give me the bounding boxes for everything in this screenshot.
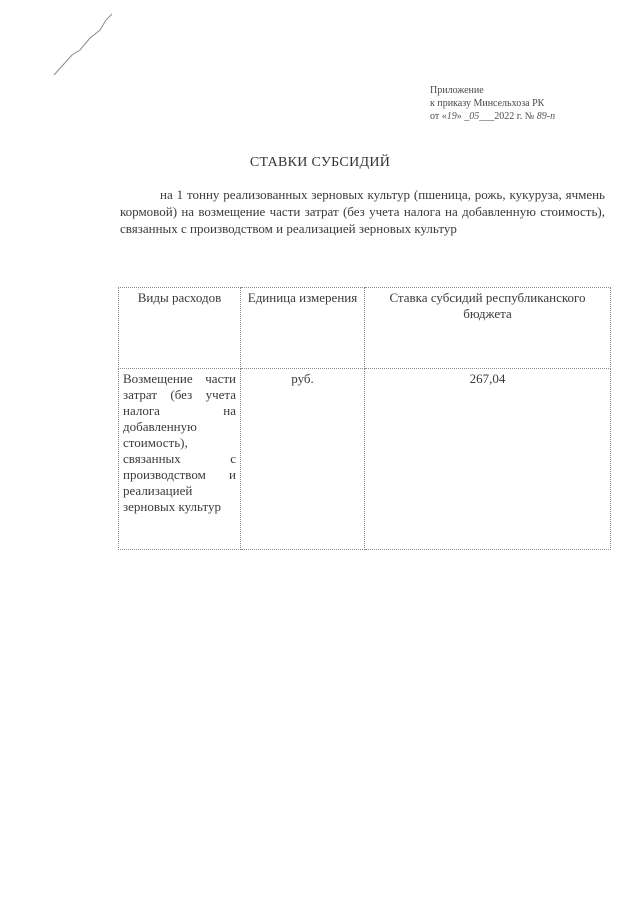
table-row bbox=[119, 369, 611, 550]
date-sep: » bbox=[456, 111, 462, 122]
order-year: 2022 г. № bbox=[494, 111, 535, 122]
corner-pen-stroke bbox=[0, 0, 130, 90]
subsidy-rates-table bbox=[118, 287, 611, 550]
header-expense-type: Виды расходов bbox=[119, 288, 241, 369]
header-rate: Ставка субсидий республиканского бюджета bbox=[365, 288, 611, 369]
appendix-line-3: от «19» _05___2022 г. № 89-п bbox=[430, 111, 556, 122]
document-title: СТАВКИ СУБСИДИЙ bbox=[249, 155, 391, 170]
appendix-note bbox=[430, 84, 555, 123]
cell-unit: руб. bbox=[241, 369, 365, 550]
intro-paragraph: на 1 тонну реализованных зерновых культур (пшеница, рожь, кукуруза, ячмень кормовой) на возмещение части затрат (без учета налога на добавленную стоимость), связанных с производством и реализацией зерновых культур bbox=[120, 187, 605, 236]
appendix-line-2: к приказу Минсельхоза РК bbox=[430, 98, 545, 109]
handwritten-month: 05 bbox=[469, 111, 480, 122]
handwritten-order-number: 89-п bbox=[536, 111, 556, 122]
cell-expense: Возмещение части затрат (без учета налога на добавленную стоимость), связанных с производством и реализацией зерновых культур bbox=[119, 369, 241, 550]
cell-rate: 267,04 bbox=[365, 369, 611, 550]
appendix-line-1: Приложение bbox=[430, 85, 484, 96]
handwritten-day: 19 bbox=[446, 111, 457, 122]
header-unit: Единица измерения bbox=[241, 288, 365, 369]
table-header-row bbox=[119, 288, 611, 369]
date-prefix: от « bbox=[430, 111, 447, 122]
